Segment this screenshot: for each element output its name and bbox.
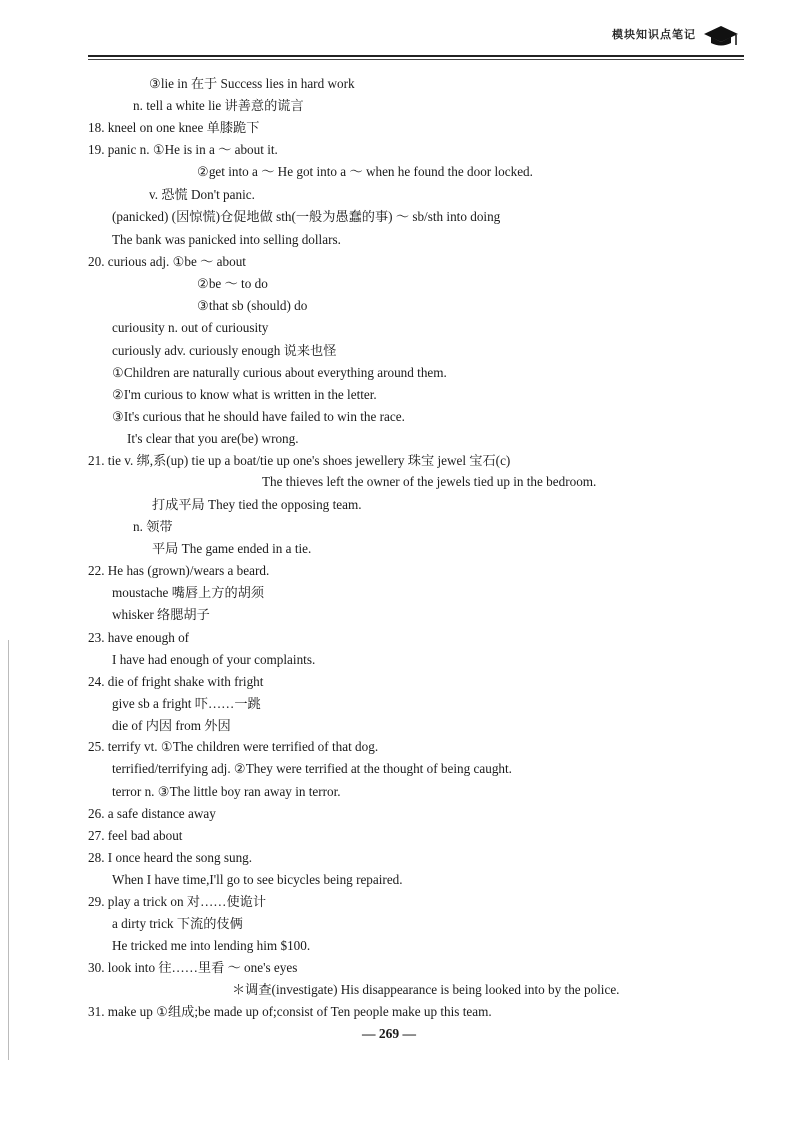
note-line: ③that sb (should) do [197,298,308,313]
note-line: moustache 嘴唇上方的胡须 [112,585,265,600]
note-line: 23. have enough of [88,630,190,645]
note-line: ③lie in 在于 Success lies in hard work [149,76,355,91]
note-line: 30. look into 往……里看 ～ one's eyes [88,960,298,975]
note-line: It's clear that you are(be) wrong. [127,431,299,446]
note-line: 25. terrify vt. ①The children were terrified of that dog. [88,739,379,754]
note-line: 29. play a trick on 对……使诡计 [88,894,267,909]
note-line: 21. tie v. 绑,系(up) tie up a boat/tie up one's shoes jewellery 珠宝 jewel 宝石(c) [88,453,511,468]
note-line: n. tell a white lie 讲善意的谎言 [133,98,304,113]
note-line: When I have time,I'll go to see bicycles being repaired. [112,872,403,887]
note-line: whisker 络腮胡子 [112,607,210,622]
note-line: v. 恐慌 Don't panic. [149,187,255,202]
note-line: 20. curious adj. ①be ～ about [88,254,246,269]
header-rule [88,55,744,57]
note-line: I have had enough of your complaints. [112,652,316,667]
note-line: He tricked me into lending him $100. [112,938,311,953]
note-line: 31. make up ①组成;be made up of;consist of Ten people make up this team. [88,1004,492,1019]
note-line: terror n. ③The little boy ran away in terror. [112,784,341,799]
note-line: give sb a fright 吓……一跳 [112,696,261,711]
note-line: curiousity n. out of curiousity [112,320,269,335]
note-line: 打成平局 They tied the opposing team. [152,497,362,512]
note-line: 18. kneel on one knee 单膝跪下 [88,120,260,135]
header-rule-thin [88,59,744,60]
note-line: ②I'm curious to know what is written in the letter. [112,387,377,402]
note-line: die of 内因 from 外因 [112,718,231,733]
note-line: ①Children are naturally curious about everything around them. [112,365,447,380]
note-line: ②get into a ～ He got into a ～ when he found the door locked. [197,164,533,179]
note-line: The bank was panicked into selling dollars. [112,232,341,247]
note-line: ＊调查(investigate) His disappearance is being looked into by the police. [232,982,620,997]
graduation-cap-icon [702,22,740,48]
note-line: 平局 The game ended in a tie. [152,541,312,556]
note-line: 27. feel bad about [88,828,183,843]
note-line: ③It's curious that he should have failed to win the race. [112,409,405,424]
note-line: terrified/terrifying adj. ②They were terrified at the thought of being caught. [112,761,512,776]
note-line: The thieves left the owner of the jewels tied up in the bedroom. [262,474,597,489]
note-line: a dirty trick 下流的伎俩 [112,916,243,931]
note-line: ②be ～ to do [197,276,268,291]
note-line: 22. He has (grown)/wears a beard. [88,563,270,578]
note-line: 19. panic n. ①He is in a ～ about it. [88,142,278,157]
note-line: 26. a safe distance away [88,806,216,821]
note-line: 24. die of fright shake with fright [88,674,264,689]
scan-margin-line [8,640,9,1060]
note-line: 28. I once heard the song sung. [88,850,253,865]
header-title: 模块知识点笔记 [612,28,696,41]
note-line: curiously adv. curiously enough 说来也怪 [112,343,337,358]
note-line: n. 领带 [133,519,173,534]
page-number: — 269 — [362,1026,416,1041]
note-line: (panicked) (因惊慌)仓促地做 sth(一般为愚蠢的事) ～ sb/sth into doing [112,209,501,224]
